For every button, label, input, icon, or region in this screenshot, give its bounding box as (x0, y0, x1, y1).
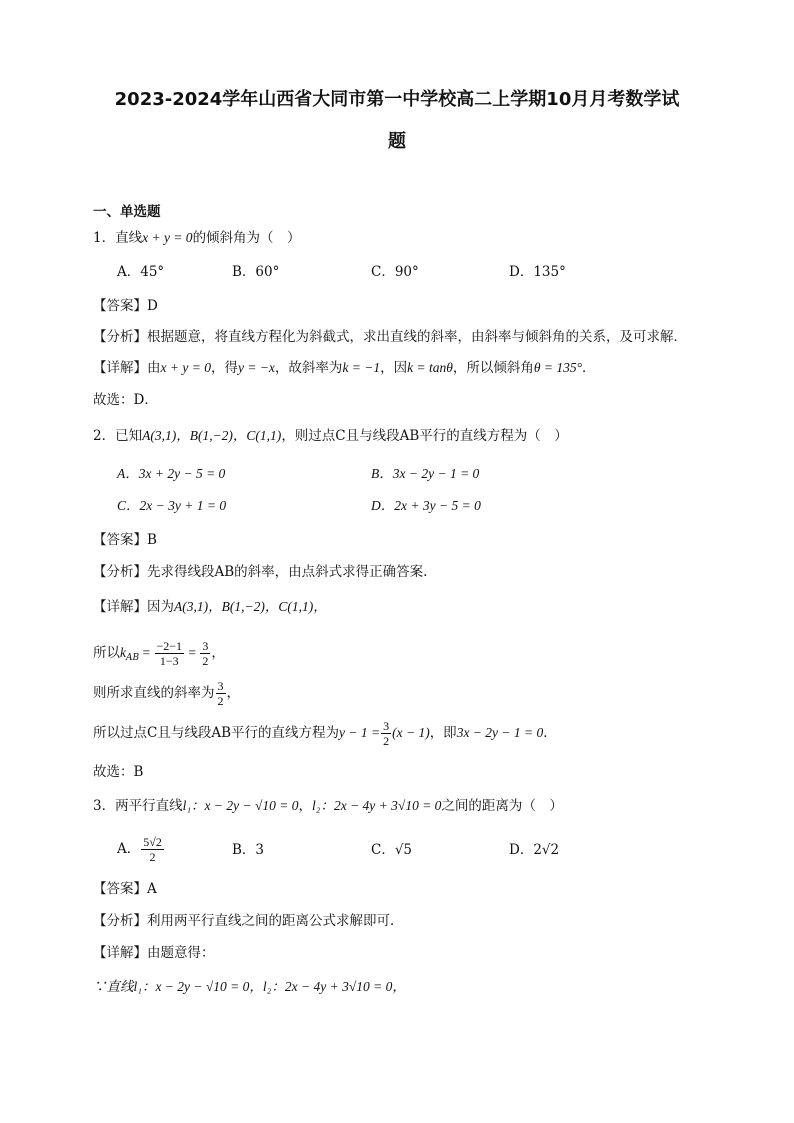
q2-detail-points: A(3,1)，B(1,−2)，C(1,1)， (174, 599, 327, 614)
q3-answer-label: 【答案】 (93, 881, 147, 897)
q2-slope-post: ， (211, 645, 225, 661)
q2-line-eq-a: y − 1 = (339, 725, 381, 740)
q3-analysis (93, 911, 404, 931)
q2-line-eq-c: 3x − 2y − 1 = 0 (456, 725, 544, 740)
q1-stem-eq: x + y = 0 (142, 230, 193, 245)
q1-detail-text-1: 由 (147, 360, 161, 376)
q3-last-line (93, 977, 406, 997)
q1-answer (93, 296, 158, 316)
q2-option-a: A．3x + 2y − 5 = 0 (117, 466, 226, 481)
q2-line-post: ． (543, 725, 557, 741)
q3-option-d: D．2√2 (509, 842, 560, 858)
q2-option-d: D．2x + 3y − 5 = 0 (371, 498, 481, 513)
q1-detail-eq-2: y = −x (237, 360, 275, 375)
q3-stem-mid: ， (298, 798, 313, 814)
q3-detail (93, 943, 215, 963)
q3-answer-value: A (147, 881, 157, 897)
q1-option-a: A．45° (117, 264, 165, 280)
q1-analysis-text: 根据题意，将直线方程化为斜截式，求出直线的斜率，由斜率与倾斜角的关系，及可求解． (147, 329, 687, 345)
q1-option-c: C．90° (371, 264, 419, 280)
q1-stem-post: 的倾斜角为（ ） (192, 230, 301, 246)
q2-stem-pre: 2．已知 (93, 428, 143, 444)
q2-stem-points: A(3,1)，B(1,−2)，C(1,1) (142, 428, 282, 443)
q2-option-c: C．2x − 3y + 1 = 0 (117, 498, 227, 513)
q2-slope-k-sub: AB (126, 653, 140, 663)
q2-line-equation (93, 718, 557, 748)
q2-slope-k: k (120, 645, 126, 660)
q1-analysis-label: 【分析】 (93, 329, 147, 345)
q1-detail-text-2: ，得 (210, 360, 238, 376)
q3-detail-label: 【详解】 (93, 945, 147, 961)
q2-answer (93, 530, 157, 550)
q1-detail-eq-4: k = tanθ (407, 360, 453, 375)
q2-answer-value: B (147, 532, 157, 548)
q3-option-a-label: A． (117, 841, 141, 857)
q2-slope-result (93, 678, 240, 708)
q3-stem-l1: l₁：x − 2y − √10 = 0 (182, 798, 299, 813)
q2-detail-label: 【详解】 (93, 599, 147, 615)
q3-stem-post: 之间的距离为（ ） (441, 798, 563, 814)
q1-choose-label: 故选： (93, 392, 134, 408)
q2-slope-result-fraction (216, 679, 226, 708)
q2-answer-label: 【答案】 (93, 532, 147, 548)
q1-detail-eq-5: θ = 135° (533, 360, 583, 375)
q3-option-b: B．3 (232, 842, 265, 858)
q2-analysis-text: 先求得线段AB的斜率，由点斜式求得正确答案. (147, 564, 428, 580)
q2-frac2-num: 3 (202, 639, 209, 653)
q1-stem (93, 228, 301, 248)
q3-option-a (117, 834, 165, 864)
q2-detail (93, 597, 327, 617)
q2-frac1-den: 1−3 (159, 654, 179, 668)
q1-answer-label: 【答案】 (93, 298, 147, 314)
q3-option-a-den: 2 (149, 850, 156, 864)
q3-analysis-text: 利用两平行直线之间的距离公式求解即可． (147, 913, 404, 929)
q2-analysis (93, 562, 427, 582)
q1-answer-value: D (147, 298, 158, 314)
q2-slope-fraction-1 (155, 639, 185, 668)
q2-slope-result-den: 2 (217, 694, 224, 708)
q1-option-d: D．135° (509, 264, 566, 280)
q1-stem-pre: 1．直线 (93, 230, 143, 246)
q1-detail-text-3: ，故斜率为 (274, 360, 343, 376)
q2-slope-pre: 所以 (93, 645, 120, 661)
q2-frac2-den: 2 (202, 654, 209, 668)
q2-line-pre: 所以过点C且与线段AB平行的直线方程为 (93, 725, 339, 741)
q3-last-text: ∵直线l₁：x − 2y − √10 = 0，l₂：2x − 4y + 3√10 = 0， (93, 979, 406, 994)
q3-option-a-fraction (141, 835, 164, 864)
q2-choose-label: 故选： (93, 764, 134, 780)
q2-slope-calc: 所以$k_{AB}$ = $\frac{-2-1}{1-3}$ = $\frac{3}{2}$ ， (93, 639, 225, 668)
q1-analysis (93, 327, 687, 347)
q3-stem-l2: l₂：2x − 4y + 3√10 = 0 (312, 798, 442, 813)
q3-option-c: C．√5 (371, 842, 413, 858)
q2-line-mid: ，即 (429, 725, 457, 741)
q1-detail-text-5: ，所以倾斜角 (452, 360, 534, 376)
q1-detail-eq-3: k = −1 (342, 360, 381, 375)
q1-detail-text-6: ． (582, 360, 596, 376)
q2-detail-pre: 因为 (147, 599, 174, 615)
q1-option-b: B．60° (232, 264, 280, 280)
q2-choose-value: B (133, 764, 144, 780)
q2-choose (93, 762, 143, 782)
q1-detail-text-4: ，因 (380, 360, 408, 376)
q3-stem (93, 796, 563, 816)
q2-option-b: B．3x − 2y − 1 = 0 (371, 466, 480, 481)
section-heading: 一、单选题 (93, 204, 161, 220)
q2-frac1-num: −2−1 (156, 639, 183, 653)
q2-stem-post: ，则过点C且与线段AB平行的直线方程为（ ） (281, 428, 568, 444)
q3-analysis-label: 【分析】 (93, 913, 147, 929)
q2-line-fraction: $\frac{3}{2}$ (383, 719, 390, 748)
q2-slope-result-num: 3 (217, 679, 224, 693)
doc-title-line1: 2023-2024学年山西省大同市第一中学校高二上学期10月月考数学试 (114, 89, 680, 110)
q3-detail-text: 由题意得： (147, 945, 215, 961)
q2-slope-result-pre: 则所求直线的斜率为 (93, 685, 215, 701)
q2-slope-result-post: ， (226, 685, 240, 701)
q1-detail-eq-1: x + y = 0 (160, 360, 211, 375)
q1-detail (93, 358, 596, 378)
q2-stem (93, 426, 568, 446)
q3-option-a-num: 5√2 (143, 835, 162, 849)
q2-analysis-label: 【分析】 (93, 564, 147, 580)
q1-detail-label: 【详解】 (93, 360, 147, 376)
q1-choose-value: D． (133, 392, 158, 408)
q3-answer (93, 879, 157, 899)
q1-choose (93, 390, 158, 410)
q3-stem-pre: 3．两平行直线 (93, 798, 183, 814)
q2-line-eq-b: (x − 1) (392, 725, 430, 740)
doc-title-line2: 题 (388, 131, 406, 152)
q2-slope-fraction-2 (200, 639, 210, 668)
